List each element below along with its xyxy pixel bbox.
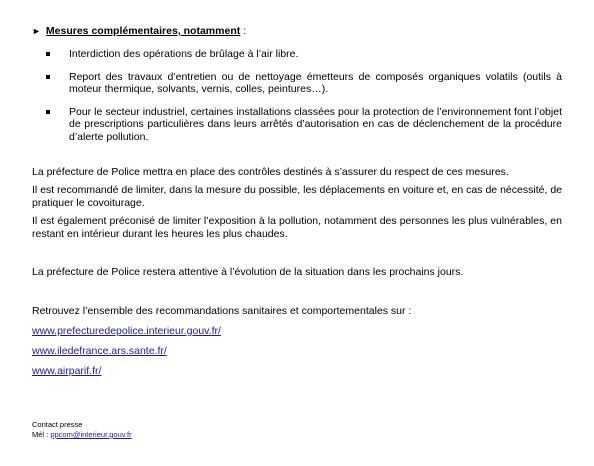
measures-heading-label: Mesures complémentaires, notamment — [45, 25, 241, 37]
exposure-paragraph: Il est également préconisé de limiter l’exposition à la pollution, notamment des personnes les plus vulnérables, en restant en intérieur durant les heures les plus chaudes. — [32, 215, 562, 240]
list-item — [46, 71, 562, 96]
measures-heading-suffix: : — [240, 25, 247, 37]
link-airparif[interactable]: www.airparif.fr/ — [32, 365, 102, 377]
link-ars-iledefrance[interactable]: www.iledefrance.ars.sante.fr/ — [32, 345, 167, 357]
recommendations-paragraph: Retrouvez l’ensemble des recommandations sanitaires et comportementales sur : — [32, 305, 412, 317]
list-item — [46, 106, 562, 144]
bullet-square-icon — [46, 110, 50, 114]
attentive-paragraph: La préfecture de Police restera attentive à l’évolution de la situation dans les prochains jours. — [32, 266, 464, 278]
arrow-right-icon: ► — [32, 26, 41, 36]
contact-email-link[interactable]: ppcom@interieur.gouv.fr — [50, 430, 132, 439]
contact-mail-label: Mél : — [32, 430, 51, 439]
link-prefecture-police[interactable]: www.prefecturedepolice.interieur.gouv.fr/ — [32, 325, 221, 337]
list-item — [46, 48, 562, 61]
bullet-square-icon — [46, 75, 50, 79]
measure-text: Interdiction des opérations de brûlage à l’air libre. — [69, 48, 299, 60]
controls-paragraph: La préfecture de Police mettra en place des contrôles destinés à s’assurer du respect de ces mesures. — [32, 166, 509, 178]
travel-paragraph: Il est recommandé de limiter, dans la mesure du possible, les déplacements en voiture et, en cas de nécessité, de pratiquer le covoiturage. — [32, 184, 562, 209]
bullet-square-icon — [46, 52, 50, 56]
measures-list — [46, 48, 562, 153]
measure-text: Report des travaux d’entretien ou de nettoyage émetteurs de composés organiques volatils (outils à moteur thermique, solvants, vernis, colles, peintures…). — [69, 70, 562, 95]
measure-text: Pour le secteur industriel, certaines installations classées pour la protection de l’environnement font l’objet de prescriptions particulières dans leurs arrêtés d’autorisation en cas de déclenchement de la procédure d’alerte pollution. — [69, 105, 562, 143]
measures-heading — [32, 25, 246, 38]
contact-title: Contact presse — [32, 420, 83, 429]
contact-mail — [32, 430, 132, 440]
